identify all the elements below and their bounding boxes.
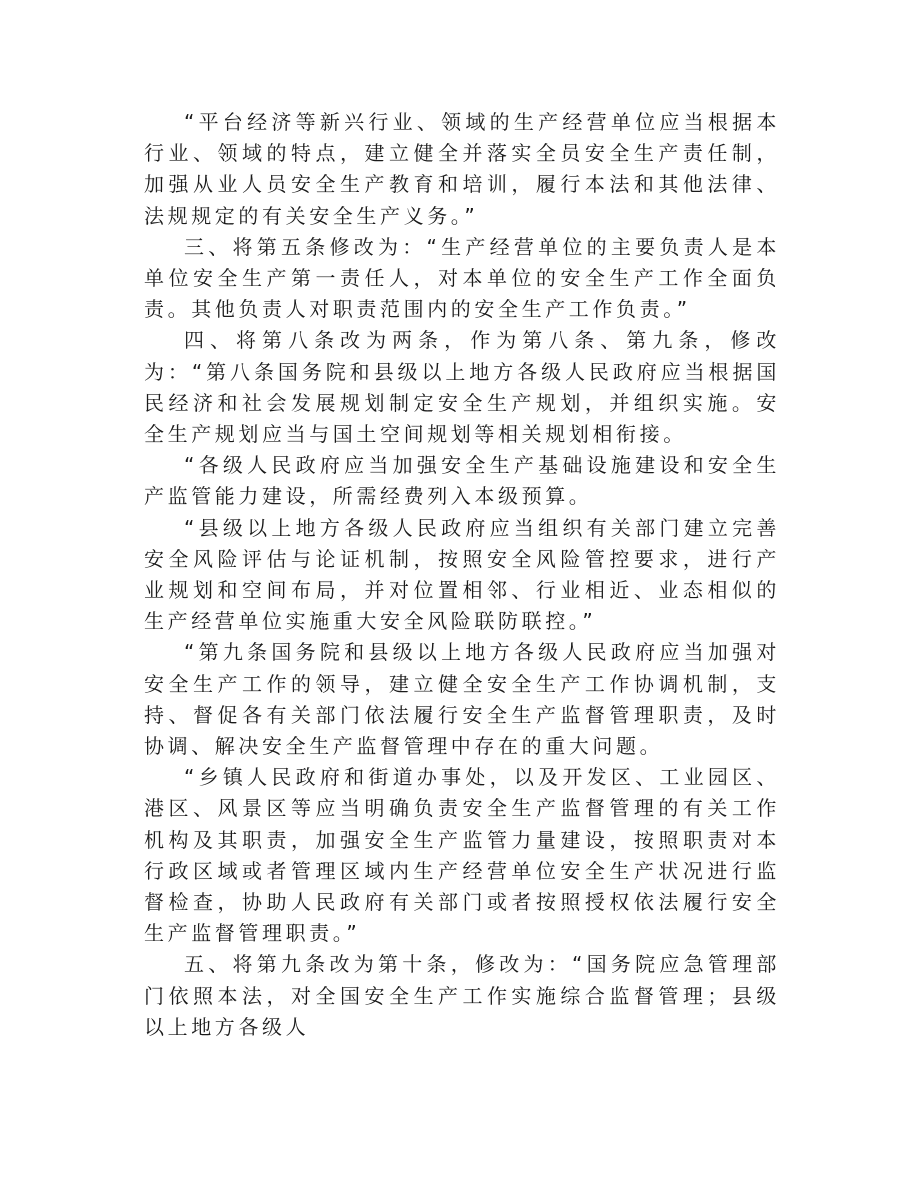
paragraph: “各级人民政府应当加强安全生产基础设施建设和安全生产监管能力建设，所需经费列入本级预算。	[144, 453, 780, 509]
paragraph: “第九条国务院和县级以上地方各级人民政府应当加强对安全生产工作的领导，建立健全安全生产工作协调机制，支持、督促各有关部门依法履行安全生产监督管理职责，及时协调、解决安全生产监督管理中存在的重大问题。	[144, 640, 780, 759]
paragraph: 五、将第九条改为第十条，修改为：“国务院应急管理部门依照本法，对全国安全生产工作实施综合监督管理；县级以上地方各级人	[144, 952, 780, 1039]
document-page	[144, 107, 780, 1043]
paragraph: “县级以上地方各级人民政府应当组织有关部门建立完善安全风险评估与论证机制，按照安全风险管控要求，进行产业规划和空间布局，并对位置相邻、行业相近、业态相似的生产经营单位实施重大安全风险联防联控。”	[144, 515, 780, 634]
paragraph: 三、将第五条修改为：“生产经营单位的主要负责人是本单位安全生产第一责任人，对本单位的安全生产工作全面负责。其他负责人对职责范围内的安全生产工作负责。”	[144, 234, 780, 322]
paragraph: “平台经济等新兴行业、领域的生产经营单位应当根据本行业、领域的特点，建立健全并落实全员安全生产责任制，加强从业人员安全生产教育和培训，履行本法和其他法律、法规规定的有关安全生产义务。”	[144, 110, 780, 228]
paragraph: 四、将第八条改为两条，作为第八条、第九条，修改为：“第八条国务院和县级以上地方各级人民政府应当根据国民经济和社会发展规划制定安全生产规划，并组织实施。安全生产规划应当与国土空间规划等相关规划相衔接。	[144, 328, 780, 447]
paragraph: “乡镇人民政府和街道办事处，以及开发区、工业园区、港区、风景区等应当明确负责安全生产监督管理的有关工作机构及其职责，加强安全生产监管力量建设，按照职责对本行政区域或者管理区域内生产经营单位安全生产状况进行监督检查，协助人民政府有关部门或者按照授权依法履行安全生产监督管理职责。”	[144, 765, 780, 946]
